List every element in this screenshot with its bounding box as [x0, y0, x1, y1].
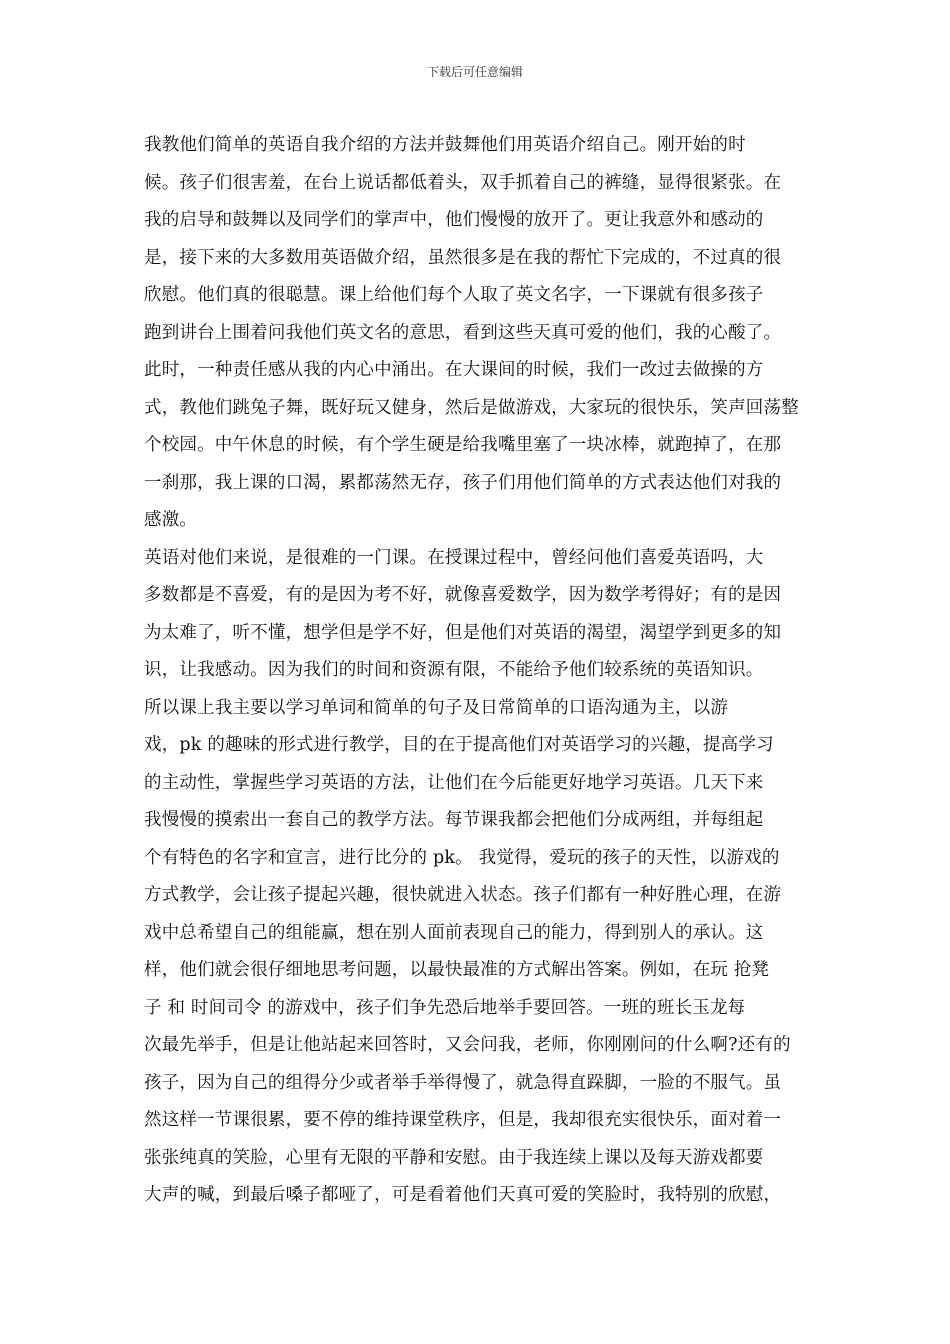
text-line: 为太难了，听不懂，想学但是学不好，但是他们对英语的渴望，渴望学到更多的知 — [144, 622, 782, 643]
text-line: 是，接下来的大多数用英语做介绍，虽然很多是在我的帮忙下完成的，不过真的很 — [144, 247, 782, 268]
text-line: 此时，一种责任感从我的内心中涌出。在大课间的时候，我们一改过去做操的方 — [144, 360, 764, 380]
page-header-note: 下载后可任意编辑 — [426, 65, 523, 79]
text-line: 候。孩子们很害羞，在台上说话都低着头，双手抓着自己的裤缝，显得很紧张。在 — [144, 172, 782, 193]
text-line: 英语对他们来说，是很难的一门课。在授课过程中，曾经问他们喜爱英语吗，大 — [144, 547, 764, 568]
text-line: 样，他们就会很仔细地思考问题，以最快最准的方式解出答案。例如，在玩 抢凳 — [144, 960, 770, 980]
text-line: 所以课上我主要以学习单词和简单的句子及日常简单的口语沟通为主，以游 — [144, 697, 729, 718]
text-line: 多数都是不喜爱，有的是因为考不好，就像喜爱数学，因为数学考得好；有的是因 — [144, 585, 782, 605]
text-line: 次最先举手，但是让他站起来回答时，又会问我，老师，你刚刚问的什么啊?还有的 — [144, 1035, 791, 1055]
text-line: 张张纯真的笑脸，心里有无限的平静和安慰。由于我连续上课以及每天游戏都要 — [144, 1147, 764, 1168]
text-line: 个有特色的名字和宣言，进行比分的 pk。 我觉得，爱玩的孩子的天性，以游戏的 — [144, 847, 780, 868]
text-line: 戏中总希望自己的组能赢，想在别人面前表现自己的能力，得到别人的承认。这 — [144, 922, 764, 943]
text-line: 大声的喊，到最后嗓子都哑了，可是看着他们天真可爱的笑脸时，我特别的欣慰， — [144, 1185, 782, 1205]
text-line: 跑到讲台上围着问我他们英文名的意思，看到这些天真可爱的他们，我的心酸了。 — [144, 322, 782, 343]
text-line: 的主动性，掌握些学习英语的方法，让他们在今后能更好地学习英语。几天下来 — [144, 772, 764, 793]
text-line: 识，让我感动。因为我们的时间和资源有限，不能给予他们较系统的英语知识。 — [144, 660, 764, 680]
text-line: 个校园。中午休息的时候，有个学生硬是给我嘴里塞了一块冰棒，就跑掉了，在那 — [144, 435, 782, 455]
text-line: 子 和 时间司令 的游戏中，孩子们争先恐后地举手要回答。一班的班长玉龙每 — [144, 997, 746, 1018]
text-line: 我慢慢的摸索出一套自己的教学方法。每节课我都会把他们分成两组，并每组起 — [144, 810, 764, 830]
text-line: 欣慰。他们真的很聪慧。课上给他们每个人取了英文名字，一下课就有很多孩子 — [144, 285, 764, 305]
text-line: 孩子，因为自己的组得分少或者举手举得慢了，就急得直跺脚，一脸的不服气。虽 — [144, 1072, 782, 1093]
body-text — [144, 127, 814, 1215]
text-line: 我的启导和鼓舞以及同学们的掌声中，他们慢慢的放开了。更让我意外和感动的 — [144, 210, 764, 230]
text-line: 然这样一节课很累，要不停的维持课堂秩序，但是，我却很充实很快乐，面对着一 — [144, 1110, 782, 1130]
text-line: 感激。 — [144, 510, 198, 530]
text-line: 我教他们简单的英语自我介绍的方法并鼓舞他们用英语介绍自己。刚开始的时 — [144, 135, 746, 155]
text-line: 方式教学，会让孩子提起兴趣，很快就进入状态。孩子们都有一种好胜心理，在游 — [144, 885, 782, 905]
text-line: 戏，pk 的趣味的形式进行教学，目的在于提高他们对英语学习的兴趣，提高学习 — [144, 735, 774, 755]
text-line: 式，教他们跳兔子舞，既好玩又健身，然后是做游戏，大家玩的很快乐，笑声回荡整 — [144, 397, 799, 418]
text-line: 一刹那，我上课的口渴，累都荡然无存，孩子们用他们简单的方式表达他们对我的 — [144, 472, 782, 493]
